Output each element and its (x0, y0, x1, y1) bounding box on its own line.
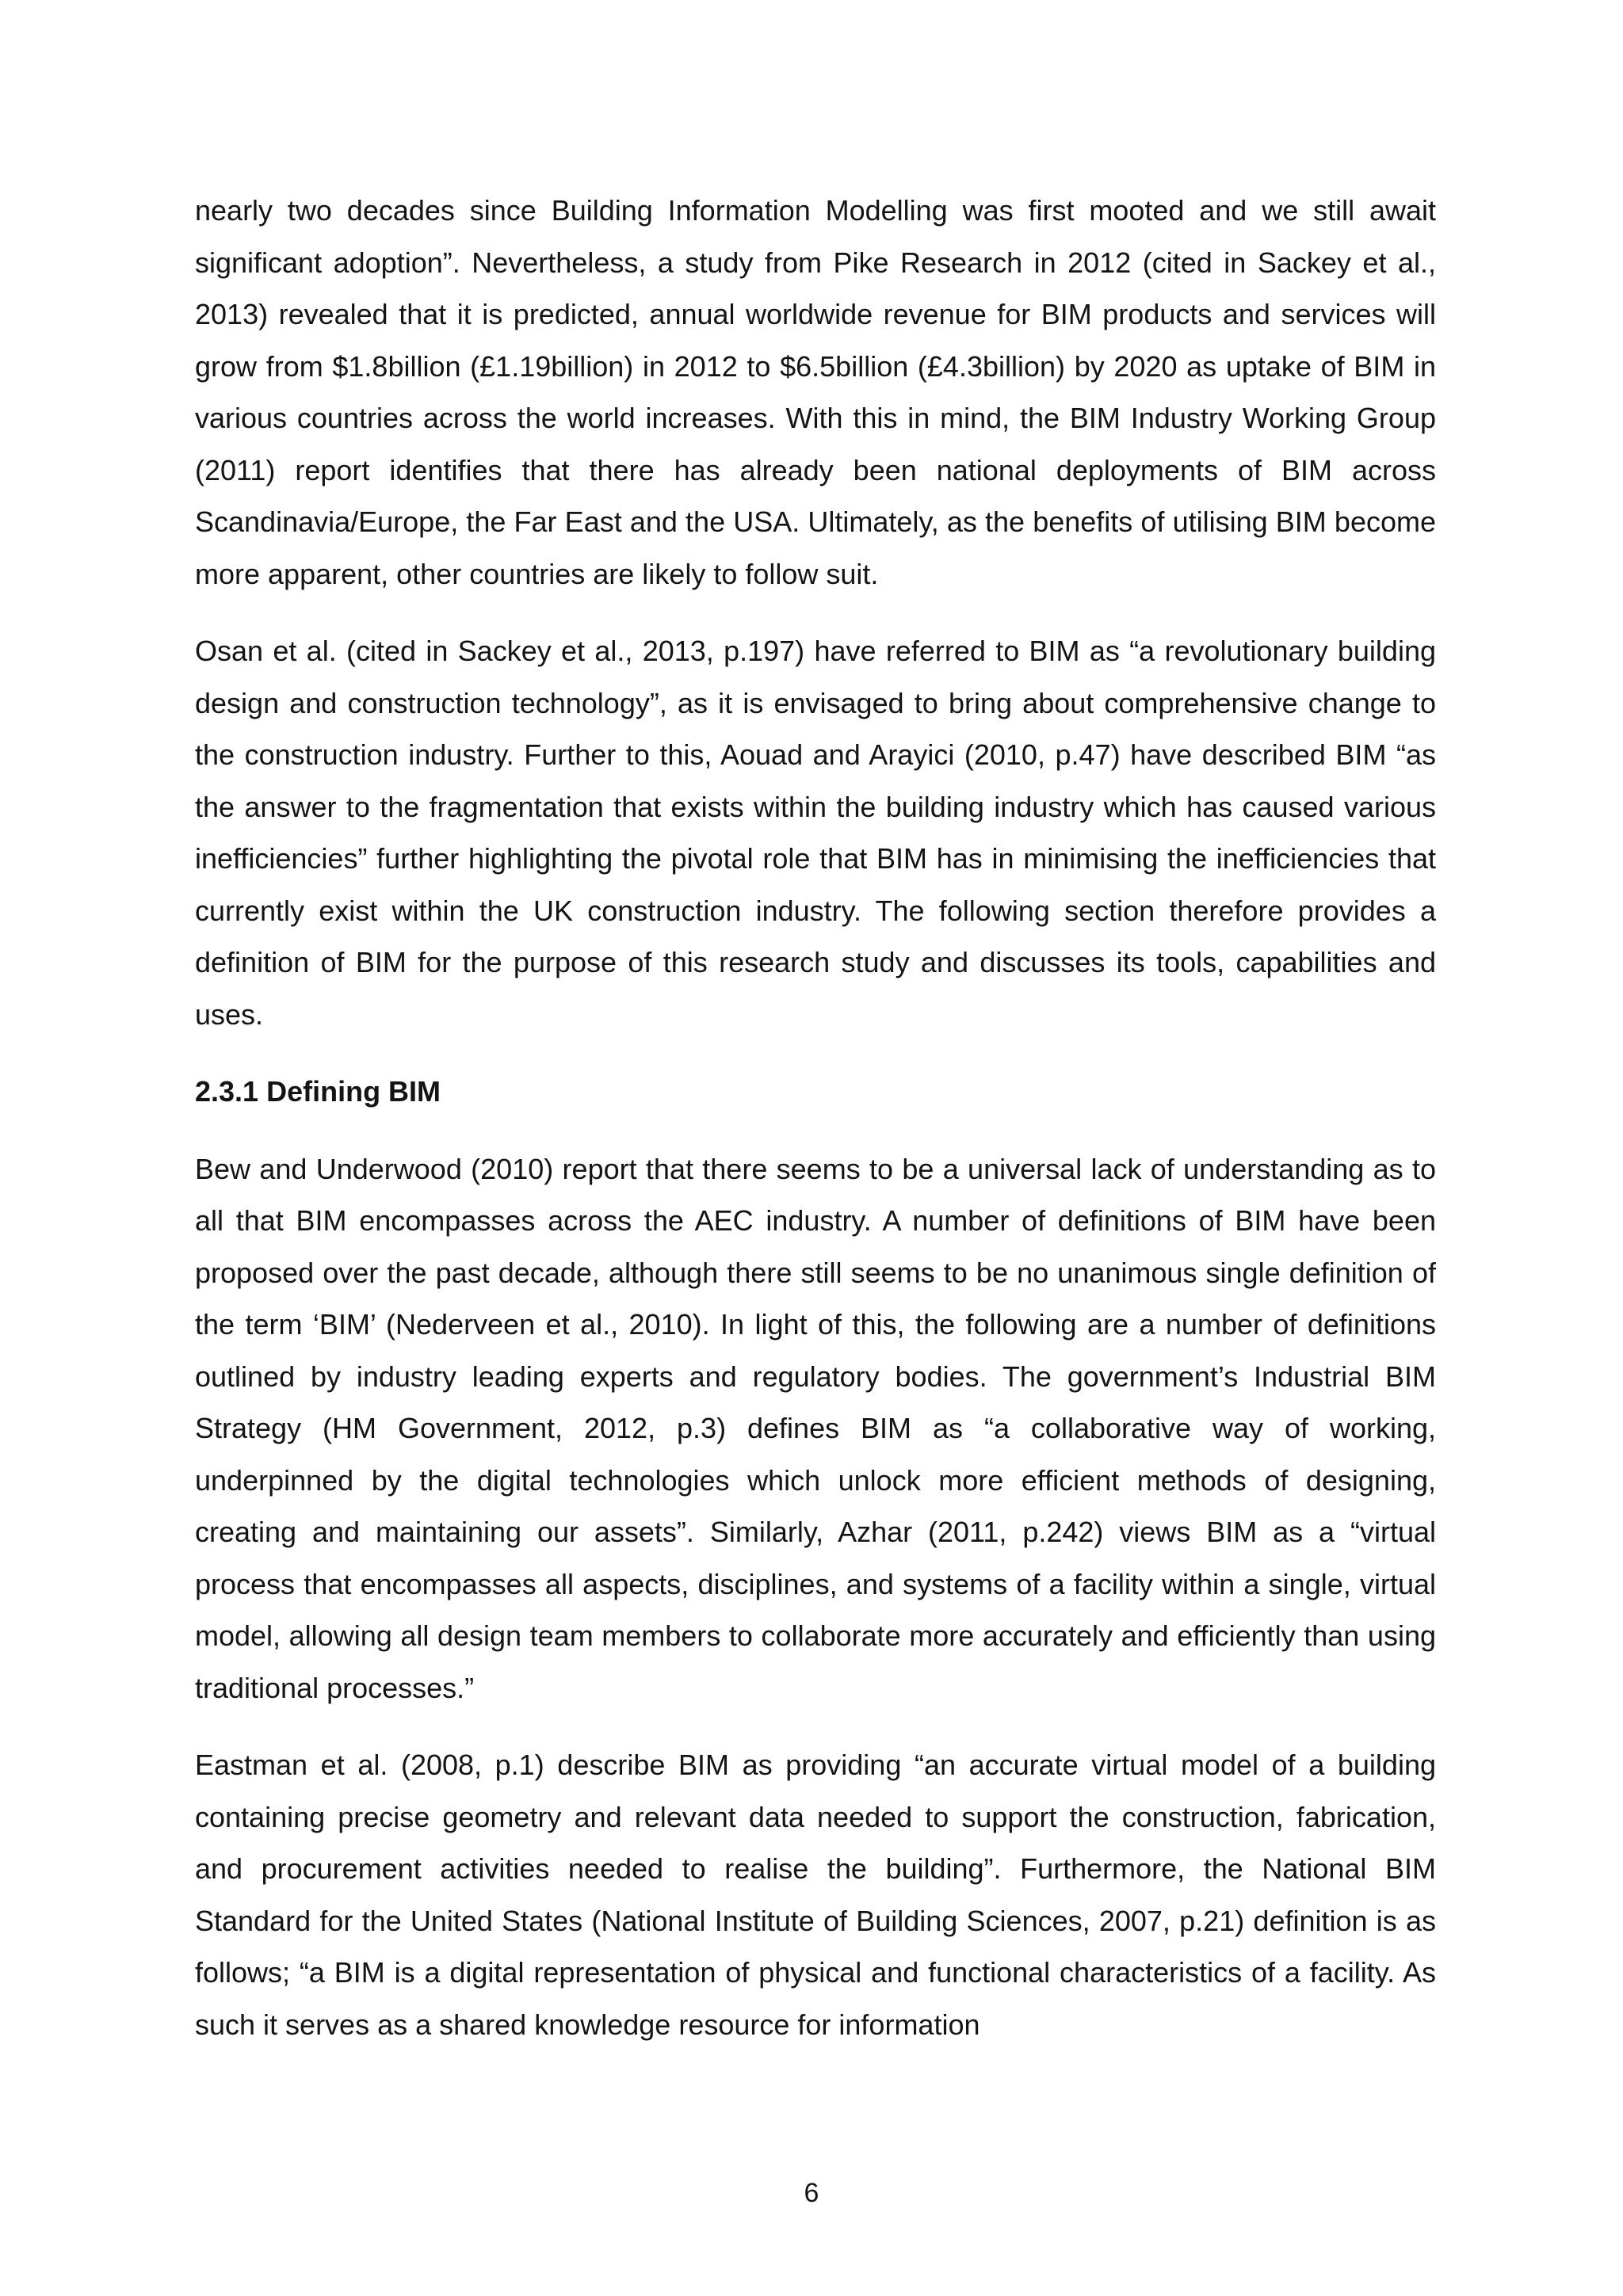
paragraph-bim-revolutionary: Osan et al. (cited in Sackey et al., 2013, p.197) have referred to BIM as “a revolutionary building design and construction technology”, as it is envisaged to bring about comprehensive change to the construction industry. Further to this, Aouad and Arayici (2010, p.47) have described BIM “as the answer to the fragmentation that exists within the building industry which has caused various inefficiencies” further highlighting the pivotal role that BIM has in minimising the inefficiencies that currently exist within the UK construction industry. The following section therefore provides a definition of BIM for the purpose of this research study and discusses its tools, capabilities and uses. (195, 635, 1436, 1031)
paragraph-bim-definitions: Bew and Underwood (2010) report that there seems to be a universal lack of understanding as to all that BIM encompasses across the AEC industry. A number of definitions of BIM have been proposed over the past decade, although there still seems to be no unanimous single definition of the term ‘BIM’ (Nederveen et al., 2010). In light of this, the following are a number of definitions outlined by industry leading experts and regulatory bodies. The government’s Industrial BIM Strategy (HM Government, 2012, p.3) defines BIM as “a collaborative way of working, underpinned by the digital technologies which unlock more efficient methods of designing, creating and maintaining our assets”. Similarly, Azhar (2011, p.242) views BIM as a “virtual process that encompasses all aspects, disciplines, and systems of a facility within a single, virtual model, allowing all design team members to collaborate more accurately and efficiently than using traditional processes.” (195, 1152, 1436, 1704)
paragraph-bim-adoption: nearly two decades since Building Information Modelling was first mooted and we still await significant adoption”. Nevertheless, a study from Pike Research in 2012 (cited in Sackey et al., 2013) revealed that it is predicted, annual worldwide revenue for BIM products and services will grow from $1.8billion (£1.19billion) in 2012 to $6.5billion (£4.3billion) by 2020 as uptake of BIM in various countries across the world increases. With this in mind, the BIM Industry Working Group (2011) report identifies that there has already been national deployments of BIM across Scandinavia/Europe, the Far East and the USA. Ultimately, as the benefits of utilising BIM become more apparent, other countries are likely to follow suit. (195, 194, 1436, 590)
section-heading: 2.3.1 Defining BIM (195, 1075, 441, 1108)
page-body (195, 185, 1436, 2076)
page-number: 6 (804, 2178, 819, 2208)
paragraph-bim-eastman: Eastman et al. (2008, p.1) describe BIM as providing “an accurate virtual model of a building containing precise geometry and relevant data needed to support the construction, fabrication, and procurement activities needed to realise the building”. Furthermore, the National BIM Standard for the United States (National Institute of Building Sciences, 2007, p.21) definition is as follows; “a BIM is a digital representation of physical and functional characteristics of a facility. As such it serves as a shared knowledge resource for information (195, 1749, 1436, 2041)
